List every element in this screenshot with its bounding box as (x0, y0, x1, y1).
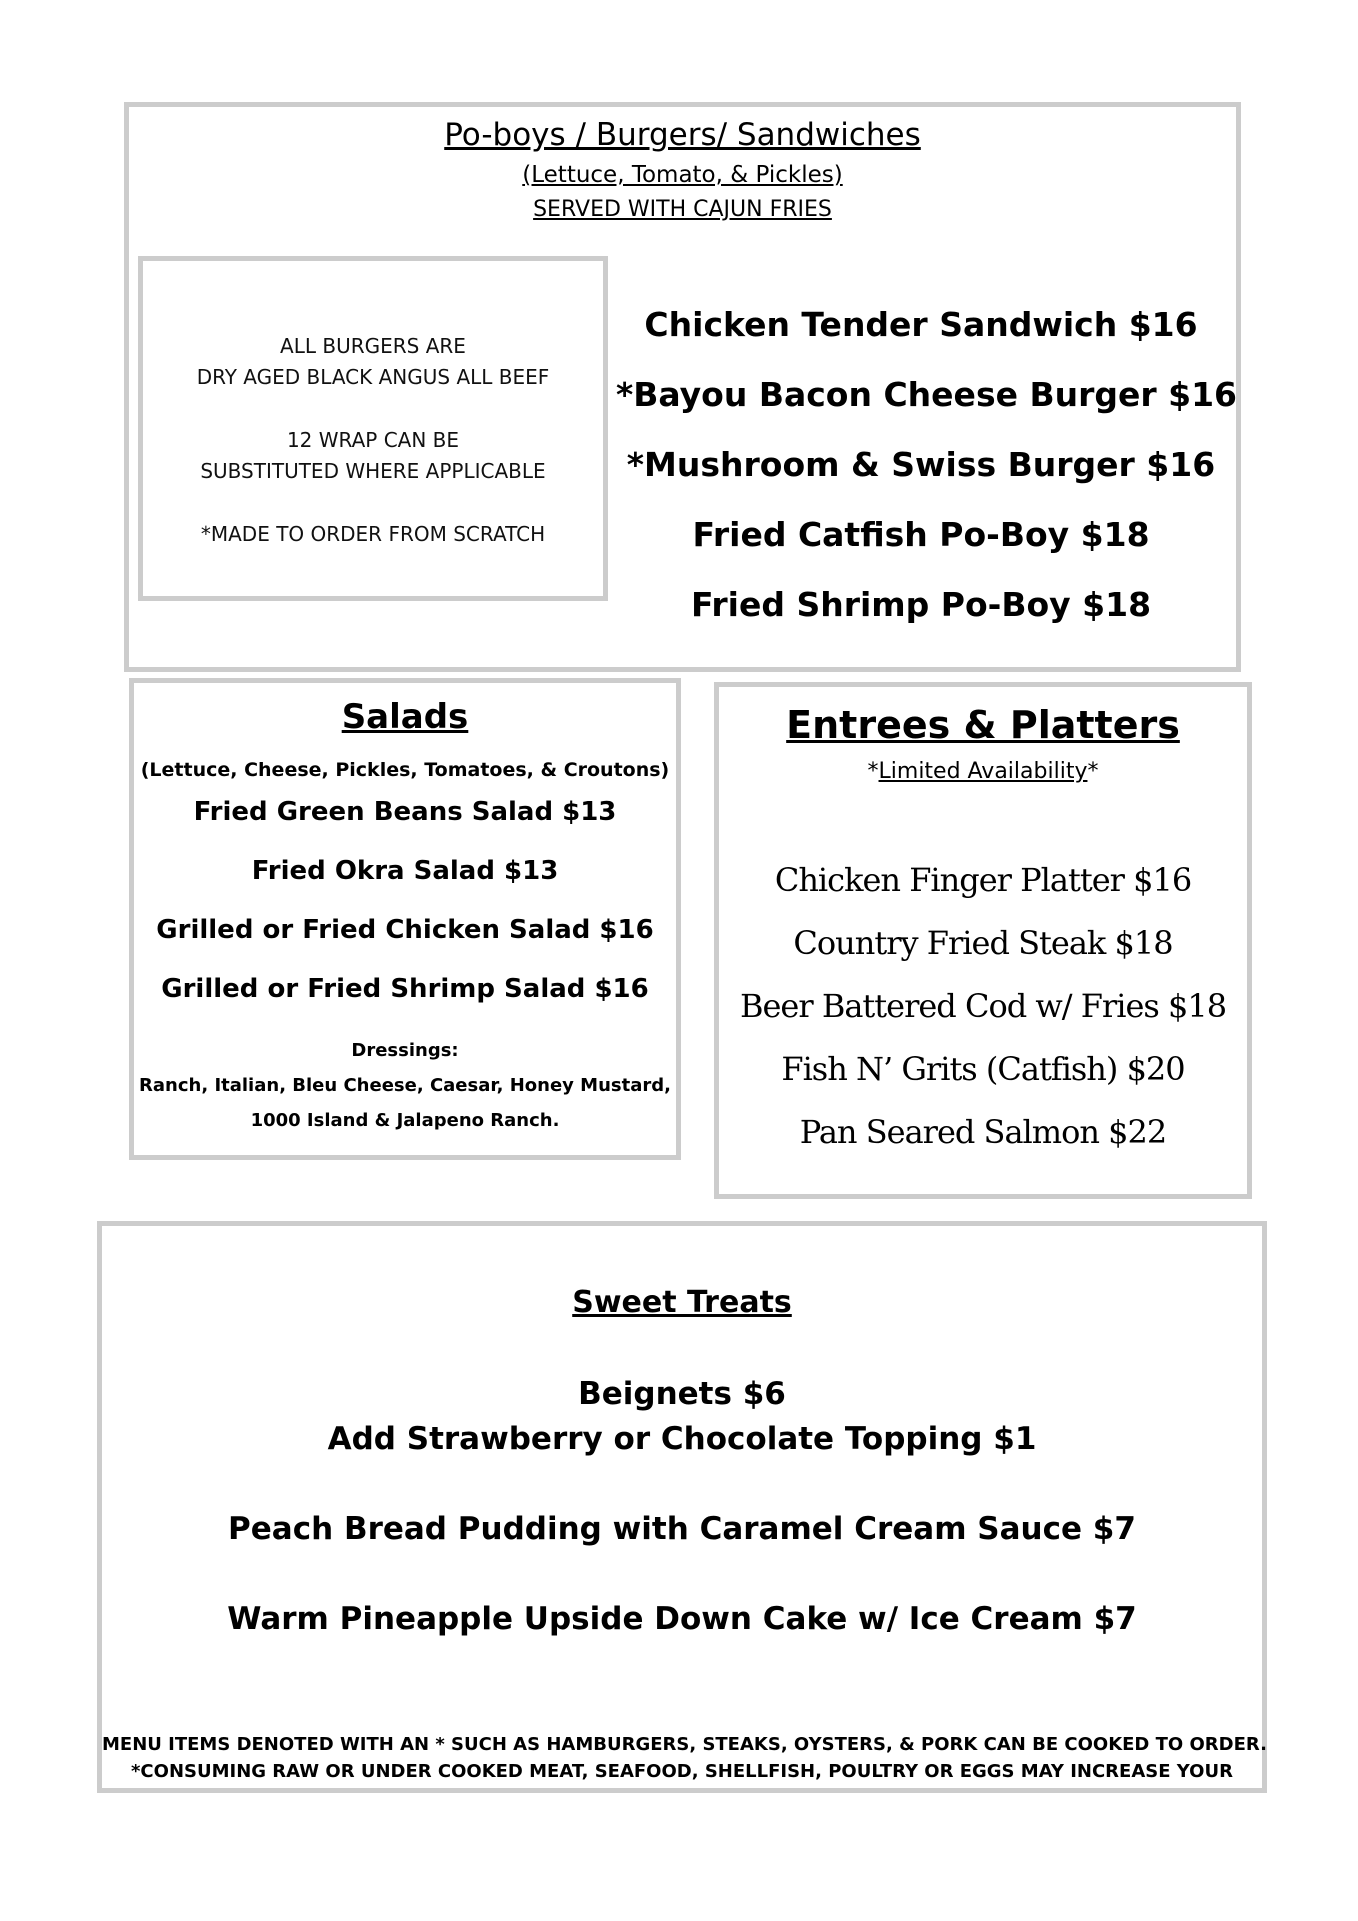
poboys-subtitle: (Lettuce, Tomato, & Pickles) (522, 162, 843, 188)
poboys-title: Po-boys / Burgers/ Sandwiches (444, 117, 921, 153)
menu-item: Country Fried Steak $18 (793, 924, 1173, 962)
menu-item: *Bayou Bacon Cheese Burger $16 (616, 375, 1238, 414)
menu-item: Beignets $6 (578, 1376, 786, 1412)
salads-title: Salads (341, 697, 469, 737)
menu-item: Warm Pineapple Upside Down Cake w/ Ice Cream $7 (227, 1601, 1137, 1637)
menu-item: Peach Bread Pudding with Caramel Cream Sauce $7 (228, 1511, 1136, 1547)
menu-item: Fried Green Beans Salad $13 (193, 797, 617, 827)
menu-item: Beer Battered Cod w/ Fries $18 (739, 987, 1227, 1025)
salads-section (129, 678, 681, 1160)
menu-item: Fried Okra Salad $13 (251, 856, 559, 886)
menu-item: Fried Shrimp Po-Boy $18 (690, 585, 1152, 624)
entrees-subtitle (719, 759, 1247, 784)
burger-notes-box (138, 256, 608, 601)
entrees-item-list (719, 849, 1247, 1164)
salads-subtitle: (Lettuce, Cheese, Pickles, Tomatoes, & Croutons) (140, 759, 670, 781)
burger-note: ALL BURGERS ARE (280, 334, 466, 358)
burger-note: SUBSTITUTED WHERE APPLICABLE (200, 459, 546, 483)
menu-item: Grilled or Fried Chicken Salad $16 (156, 915, 654, 945)
entrees-section (714, 682, 1252, 1199)
menu-item: Fried Catfish Po-Boy $18 (692, 515, 1150, 554)
menu-item: Chicken Tender Sandwich $16 (644, 305, 1198, 344)
menu-item: Grilled or Fried Shrimp Salad $16 (161, 974, 649, 1004)
menu-item: Pan Seared Salmon $22 (799, 1113, 1167, 1151)
dressings-line: 1000 Island & Jalapeno Ranch. (250, 1110, 560, 1131)
sweets-title: Sweet Treats (572, 1285, 792, 1320)
entrees-title: Entrees & Platters (786, 703, 1180, 747)
burger-note: 12 WRAP CAN BE (286, 428, 460, 452)
dressings (134, 1033, 676, 1138)
disclaimer-line: MENU ITEMS DENOTED WITH AN * SUCH AS HAMBURGERS, STEAKS, OYSTERS, & PORK CAN BE COOKED TO ORDER. (102, 1734, 1267, 1755)
poboys-item-list (616, 298, 1238, 648)
poboys-served-with: SERVED WITH CAJUN FRIES (533, 197, 832, 222)
burger-note: *MADE TO ORDER FROM SCRATCH (200, 522, 546, 546)
menu-item: Add Strawberry or Chocolate Topping $1 (327, 1421, 1037, 1457)
salads-item-list (134, 787, 676, 1023)
dressings-label: Dressings: (351, 1040, 459, 1061)
entrees-sub-suffix: * (1087, 759, 1099, 784)
menu-item: Fish N’ Grits (Catfish) $20 (781, 1050, 1185, 1088)
disclaimer-line: *CONSUMING RAW OR UNDER COOKED MEAT, SEAFOOD, SHELLFISH, POULTRY OR EGGS MAY INCREASE YOUR (131, 1761, 1233, 1782)
entrees-sub-text: Limited Availability (878, 759, 1088, 784)
menu-item: *Mushroom & Swiss Burger $16 (626, 445, 1216, 484)
sweets-section (97, 1221, 1267, 1793)
burger-note: DRY AGED BLACK ANGUS ALL BEEF (196, 365, 550, 389)
dressings-line: Ranch, Italian, Bleu Cheese, Caesar, Honey Mustard, (139, 1075, 671, 1096)
entrees-sub-prefix: * (867, 759, 879, 784)
menu-item: Chicken Finger Platter $16 (774, 861, 1192, 899)
